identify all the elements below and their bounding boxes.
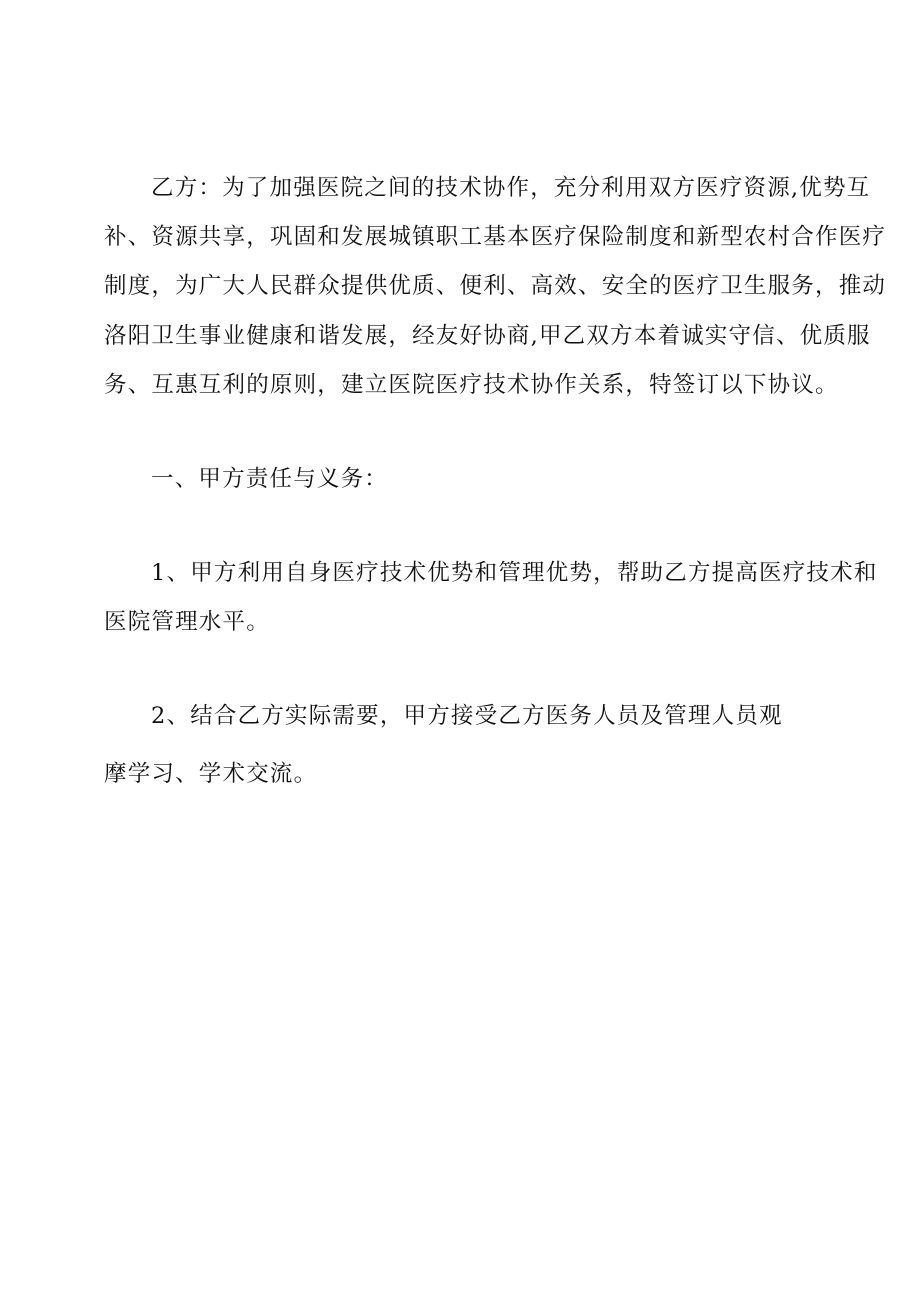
intro-paragraph-line: 洛阳卫生事业健康和谐发展，经友好协商,甲乙双方本着诚实守信、优质服 bbox=[104, 323, 871, 349]
section-heading: 一、甲方责任与义务： bbox=[151, 466, 389, 492]
item-2-line: 2、结合乙方实际需要，甲方接受乙方医务人员及管理人员观 bbox=[151, 703, 783, 729]
item-1-line: 1、甲方利用自身医疗技术优势和管理优势，帮助乙方提高医疗技术和 bbox=[151, 560, 878, 586]
item-2-line: 摩学习、学术交流。 bbox=[104, 761, 318, 787]
intro-paragraph-line: 制度，为广大人民群众提供优质、便利、高效、安全的医疗卫生服务，推动 bbox=[104, 273, 887, 299]
item-1-line: 医院管理水平。 bbox=[104, 609, 270, 635]
intro-paragraph-line: 补、资源共享，巩固和发展城镇职工基本医疗保险制度和新型农村合作医疗 bbox=[104, 224, 887, 250]
intro-paragraph-line: 乙方：为了加强医院之间的技术协作，充分利用双方医疗资源,优势互 bbox=[151, 175, 871, 201]
intro-paragraph-line: 务、互惠互利的原则，建立医院医疗技术协作关系，特签订以下协议。 bbox=[104, 372, 839, 398]
